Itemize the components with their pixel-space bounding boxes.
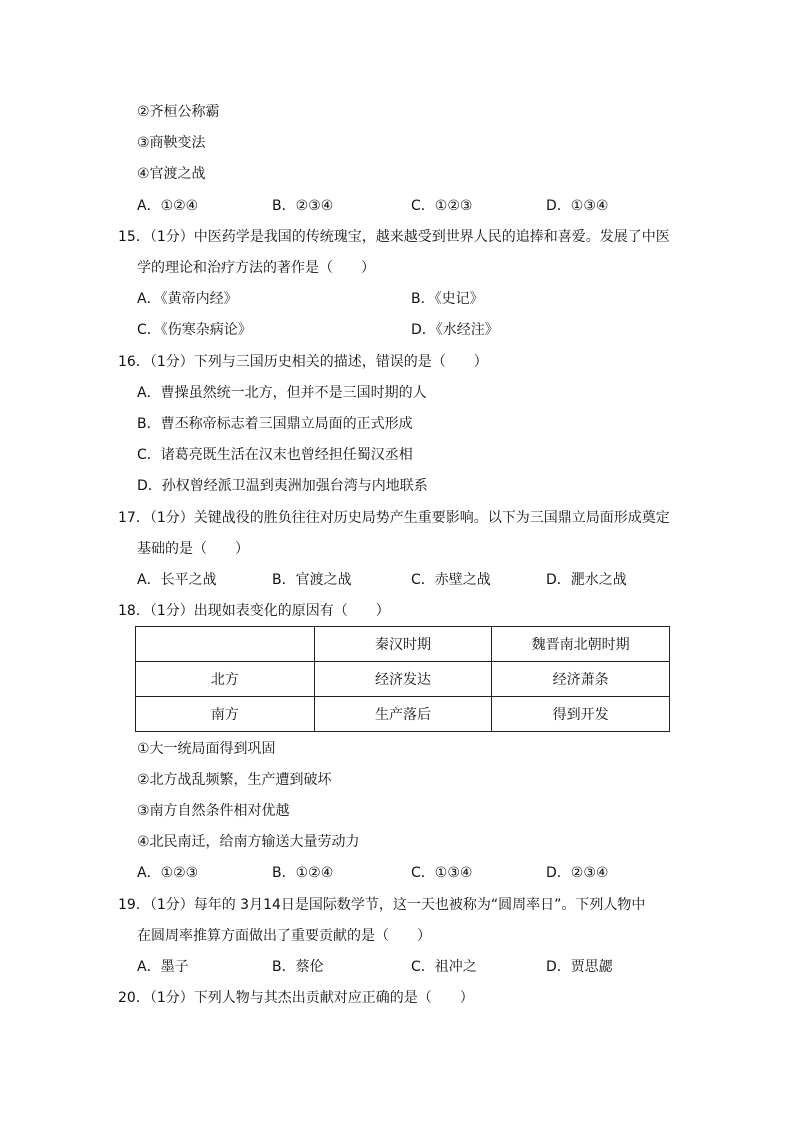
q18-item-4: ④北民南迁，给南方输送大量劳动力 (137, 834, 360, 850)
q17-stem-line2: 基础的是（ ） (137, 541, 249, 557)
q14-option-a[interactable]: A．①②④ (137, 198, 199, 214)
q15-option-d[interactable]: D．《水经注》 (411, 322, 499, 338)
table-cell: 经济萧条 (492, 662, 670, 697)
q18-option-a[interactable]: A．①②③ (137, 865, 199, 881)
q16-option-a[interactable]: A．曹操虽然统一北方，但并不是三国时期的人 (137, 385, 427, 401)
q18-option-b[interactable]: B．①②④ (272, 865, 334, 881)
q15-option-b[interactable]: B．《史记》 (411, 291, 484, 307)
table-cell: 北方 (136, 662, 315, 697)
q17-option-b[interactable]: B．官渡之战 (272, 572, 352, 588)
table-header-row (136, 627, 670, 662)
q16-option-d[interactable]: D．孙权曾经派卫温到夷洲加强台湾与内地联系 (137, 478, 428, 494)
table-header-cell (136, 627, 315, 662)
q17-option-c[interactable]: C．赤壁之战 (411, 572, 491, 588)
q17-option-a[interactable]: A．长平之战 (137, 572, 217, 588)
q18-option-c[interactable]: C．①③④ (411, 865, 473, 881)
q14-option-b[interactable]: B．②③④ (272, 198, 334, 214)
table-header-cell: 魏晋南北朝时期 (492, 627, 670, 662)
q17-option-d[interactable]: D．淝水之战 (546, 572, 627, 588)
q17-stem-line1: 17．（1分）关键战役的胜负往往对历史局势产生重要影响。以下为三国鼎立局面形成奠定 (118, 510, 670, 526)
q16-option-c[interactable]: C．诸葛亮既生活在汉末也曾经担任蜀汉丞相 (137, 447, 413, 463)
q15-stem-line2: 学的理论和治疗方法的著作是（ ） (137, 260, 375, 276)
q19-option-a[interactable]: A．墨子 (137, 959, 189, 975)
table-cell: 生产落后 (314, 697, 492, 732)
q19-option-b[interactable]: B．蔡伦 (272, 959, 324, 975)
q18-option-d[interactable]: D．②③④ (546, 865, 609, 881)
table-header-cell: 秦汉时期 (314, 627, 492, 662)
q16-stem: 16．（1分）下列与三国历史相关的描述，错误的是（ ） (118, 354, 488, 370)
q20-stem: 20．（1分）下列人物与其杰出贡献对应正确的是（ ） (118, 990, 474, 1006)
table-cell: 得到开发 (492, 697, 670, 732)
q16-option-b[interactable]: B．曹丕称帝标志着三国鼎立局面的正式形成 (137, 416, 413, 432)
table-row (136, 662, 670, 697)
q18-item-2: ②北方战乱频繁，生产遭到破坏 (137, 772, 332, 788)
q14-option-d[interactable]: D．①③④ (546, 198, 609, 214)
q19-stem-line2: 在圆周率推算方面做出了重要贡献的是（ ） (137, 928, 431, 944)
q14-option-c[interactable]: C．①②③ (411, 198, 473, 214)
q15-option-c[interactable]: C．《伤寒杂病论》 (137, 322, 252, 338)
q18-stem: 18．（1分）出现如表变化的原因有（ ） (118, 603, 390, 619)
q18-item-1: ①大一统局面得到巩固 (137, 741, 276, 757)
table-cell: 经济发达 (314, 662, 492, 697)
table-cell: 南方 (136, 697, 315, 732)
q14-item-3: ③商鞅变法 (137, 135, 206, 151)
q19-option-c[interactable]: C．祖冲之 (411, 959, 477, 975)
q18-table (135, 626, 670, 732)
q15-stem-line1: 15．（1分）中医药学是我国的传统瑰宝，越来越受到世界人民的追捧和喜爱。发展了中医 (118, 229, 670, 245)
q18-item-3: ③南方自然条件相对优越 (137, 803, 290, 819)
q14-item-2: ②齐桓公称霸 (137, 104, 220, 120)
q15-option-a[interactable]: A．《黄帝内经》 (137, 291, 238, 307)
q19-option-d[interactable]: D．贾思勰 (546, 959, 613, 975)
q14-item-4: ④官渡之战 (137, 166, 206, 182)
q19-stem-line1: 19．（1分）每年的 3月14日是国际数学节，这一天也被称为“圆周率日”。下列人物中 (118, 897, 646, 913)
table-row (136, 697, 670, 732)
